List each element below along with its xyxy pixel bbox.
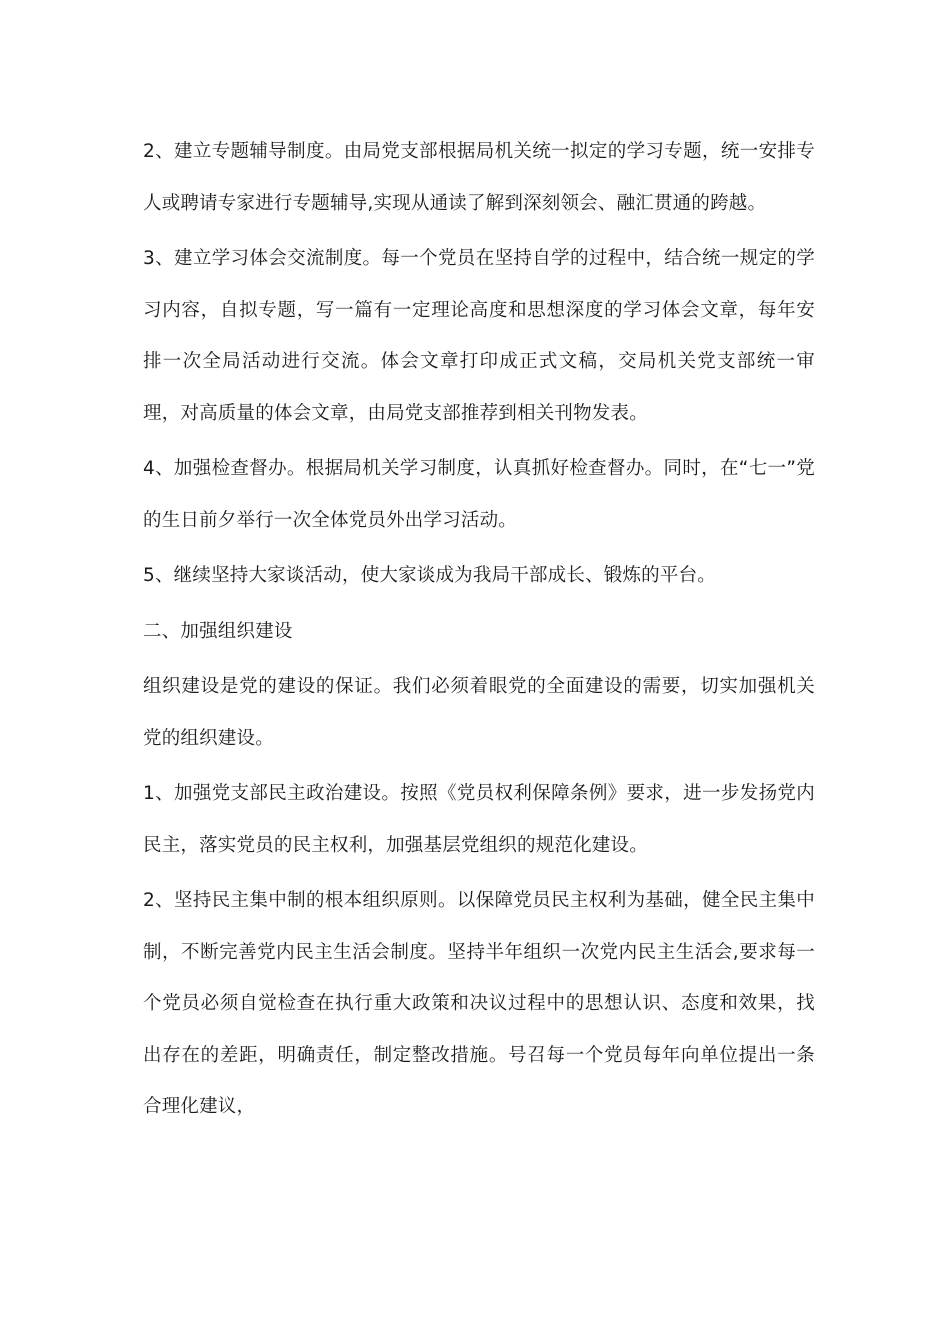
paragraph-item-1-democracy: 1、加强党支部民主政治建设。按照《党员权利保障条例》要求，进一步发扬党内民主，落实党员的民主权利，加强基层党组织的规范化建设。: [143, 783, 815, 856]
paragraph-item-2-centralism: 2、坚持民主集中制的根本组织原则。以保障党员民主权利为基础，健全民主集中制，不断完善党内民主生活会制度。坚持半年组织一次党内民主生活会,要求每一个党员必须自觉检查在执行重大政策和决议过程中的思想认识、态度和效果，找出存在的差距，明确责任，制定整改措施。号召每一个党员每年向单位提出一条合理化建议，: [143, 890, 815, 1117]
paragraph-organization-intro: 组织建设是党的建设的保证。我们必须着眼党的全面建设的需要，切实加强机关党的组织建设。: [143, 676, 815, 749]
paragraph-item-4-inspection: 4、加强检查督办。根据局机关学习制度，认真抓好检查督办。同时，在“七一”党的生日前夕举行一次全体党员外出学习活动。: [143, 458, 815, 531]
paragraph-item-3-study-exchange: 3、建立学习体会交流制度。每一个党员在坚持自学的过程中，结合统一规定的学习内容，自拟专题，写一篇有一定理论高度和思想深度的学习体会文章，每年安排一次全局活动进行交流。体会文章打印成正式文稿，交局机关党支部统一审理，对高质量的体会文章，由局党支部推荐到相关刊物发表。: [143, 248, 815, 424]
section-heading-organization: 二、加强组织建设: [143, 620, 293, 642]
paragraph-item-5-discussion: 5、继续坚持大家谈活动，使大家谈成为我局干部成长、锻炼的平台。: [143, 565, 716, 586]
paragraph-item-2-topic-tutoring: 2、建立专题辅导制度。由局党支部根据局机关统一拟定的学习专题，统一安排专人或聘请专家进行专题辅导,实现从通读了解到深刻领会、融汇贯通的跨越。: [143, 141, 815, 214]
document-body: [143, 126, 815, 1137]
